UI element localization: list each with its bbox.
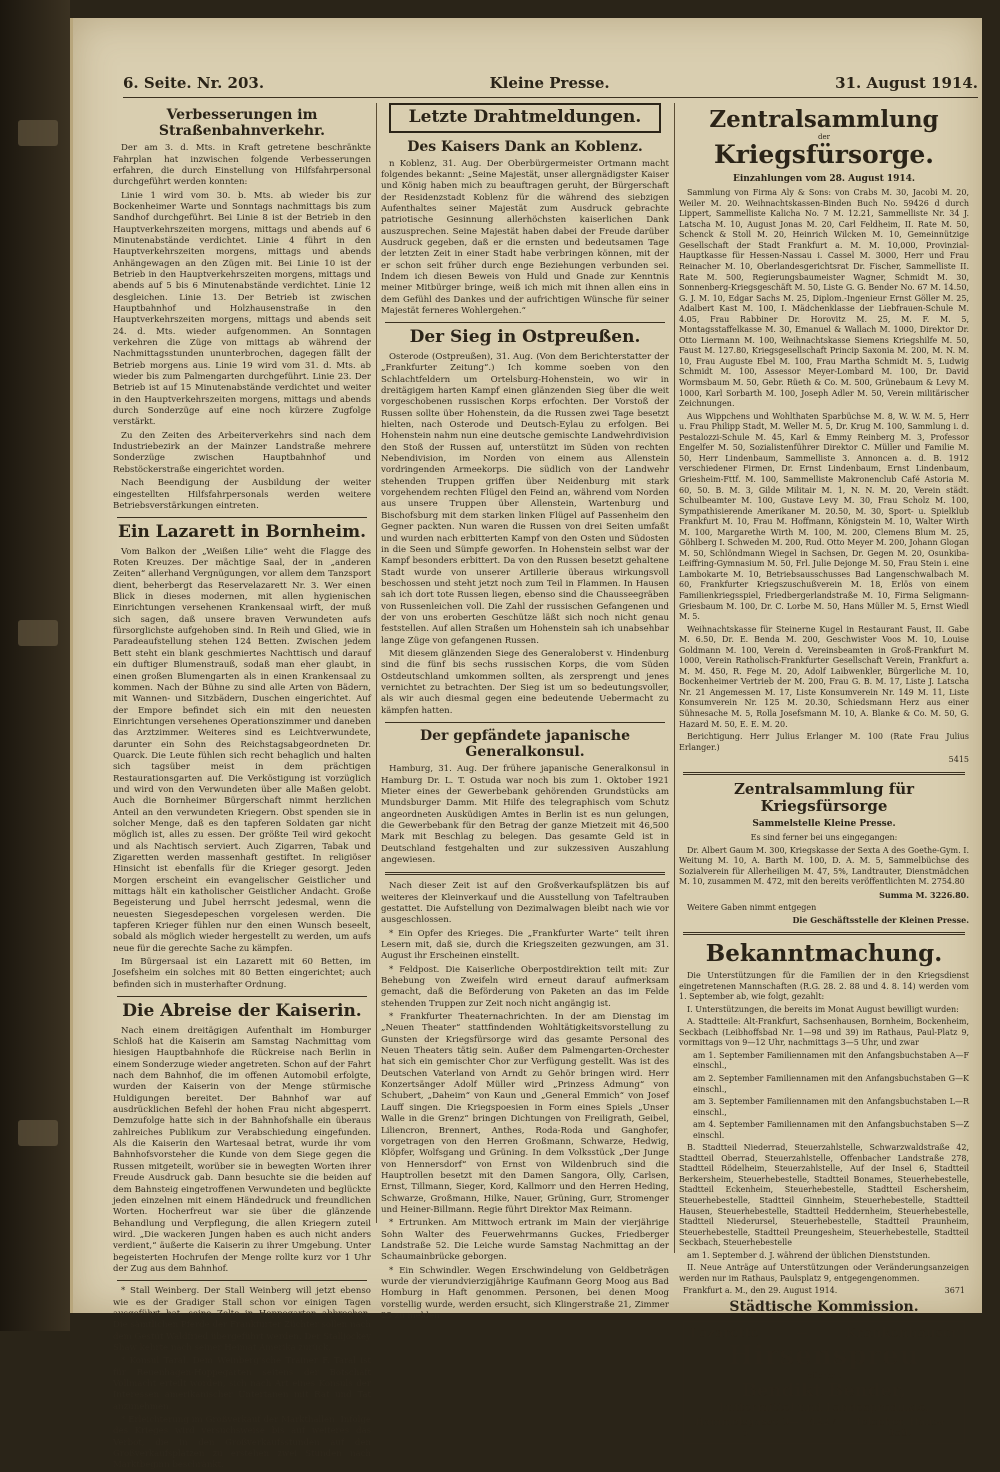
correction-note: Berichtigung. Herr Julius Erlanger M. 100 (Rate Frau Julius Erlanger.) [679,732,969,752]
headline-bekanntmachung: Bekanntmachung. [705,939,943,967]
issue-date: 31. August 1914. [835,73,978,92]
headline-zentralsammlung: Zentralsammlung [709,106,939,133]
subheadline-kleine-presse: Sammelstelle Kleine Presse. [752,819,896,830]
divider [683,772,965,775]
headline-box [389,103,661,133]
notice-date: Frankfurt a. M., den 29. August 1914. [683,1286,838,1296]
divider [385,872,665,875]
notice-number: 3671 [944,1286,965,1296]
news-item: Nach dieser Zeit ist auf den Großverkaufsplätzen bis auf weiteres der Kleinverkauf und die Ausstellung von Tafeltrauben gestattet. Die Aufstellung von Dezimalwagen bleibt nach wie vor ausgeschlossen. [381,881,669,926]
news-item: * Feldpost. Die Kaiserliche Oberpostdirektion teilt mit: Zur Behebung von Zweifeln wird erneut darauf aufmerksam gemacht, daß die Beförderung von Paketen an das im Felde stehenden Truppen zur Zeit noch nicht angängig ist. [381,964,669,1009]
ad-brand: Hirsenspreu [728,1341,920,1372]
column-divider [376,103,377,1223]
column-middle [381,103,669,1321]
page-number: 6. Seite. Nr. 203. [123,73,265,92]
headline-streetcar: Verbesserungen im Straßenbahnverkehr. [158,107,326,140]
advertisement [683,1321,965,1444]
article-paragraph: Osterode (Ostpreußen), 31. Aug. (Von dem Berichterstatter der „Frankfurter Zeitung“.) Ich komme soeben von den Schlachtfeldern um Ortelsburg-Hohenstein, wo wir in dreitägigem harten Kampf einen glänzenden Sieg über die weit vorgeschobenen russischen Korps erfochten. Der Vorstoß der Russen sollte über Hohenstein, da die Russen zwei Tage besetzt hielten, nach Osterode und Deutsch-Eylau zu erfolgen. Bei Hohenstein nahm nun eine deutsche gemischte Landwehrdivision den Stoß der Russen auf, unterstützt im Süden von rechten Nebendivision, im Norden von einem aus Allenstein vordringenden Armeekorps. Die südlich von der Landwehr stehenden Truppen griffen über Neidenburg mit stark vorgehendem rechten Flügel den Feind an, während vom Norden aus unsere Truppen über Allenstein, Wartenburg und Bischofsburg mit dem starken linken Flügel auf Passenheim den Gegner packten. Nun waren die Russen von drei Seiten umfaßt und wurden nach erbitterten Kampf von den Osten und Südosten in die Seen und Sümpfe geworfen. In Hohenstein selbst war der Kampf besonders erbittert. Da von den Russen besetzt gehaltene Stadt wurde von unserer Artillerie überaus wirkungsvoll beschossen und steht jetzt noch zum Teil in Flammen. In Hausen sah ich dort tote Russen liegen, ebenso sind die Chausseegräben von Russenleichen voll. Die Zahl der russischen Gefangenen und der von uns eroberten Geschütze läßt sich noch nicht genau feststellen. Auf allen Straßen um Hohenstein sah ich unabsehbar lange Züge von gefangenen Russen. [381,352,669,646]
article-paragraph: Der am 3. d. Mts. in Kraft getretene beschränkte Fahrplan hat inzwischen folgende Verbesserungen erfahren, die durch Einstellung von Hilfsfahrpersonal durchgeführt werden konnten: [113,143,371,188]
reference-number: 5415 [948,755,969,765]
notice-paragraph: Die Unterstützungen für die Familien der in den Kriegsdienst eingetretenen Mannschaften (R.G. 28. 2. 88 und 4. 8. 14) werden vom 1. September ab, wie folgt, gezahlt: [679,971,969,1002]
headline-kriegsfuersorge: Kriegsfürsorge. [714,140,934,170]
donation-total: Summa M. 3226.80. [879,889,969,900]
news-item: * Stall Weinberg. Der Stall Weinberg will jetzt ebenso wie es der Gradiger Stall schon vor einigen Tagen ausgeführt hat, seine Zelte in Hoppegarten abbrechen. Die sämtlichen Pferde der Frankfurter Züchter sollen nach dem Gestüt Waldfried übergeführt werden. Der Stalljockey Shaw kehrte nach seiner Heimat Amerika zurück. [113,1286,371,1353]
ad-lazarette: Lazarette [690,1326,759,1342]
subheadline-einzahlungen: Einzahlungen vom 28. August 1914. [732,174,916,185]
column-right [679,103,969,1440]
article-paragraph: n Koblenz, 31. Aug. Der Oberbürgermeister Ortmann macht folgendes bekannt: „Seine Majestät, unser allergnädigster Kaiser und König haben mich zu beauftragen geruht, der Bürgerschaft der Residenzstadt Koblenz für die während des siebzigen Aufenthaltes seiner Majestät zum Ausdruck gebrachte patriotische Gesinnung allerhöchsten kaiserlichen Dank auszusprechen. Seine Majestät haben dabei der Freude darüber Ausdruck gegeben, daß er die ernsten und bedeutsamen Tage der letzten Zeit in einer Stadt habe verbringen können, mit der er schon seit früher durch enge Beziehungen verbunden sei. Indem ich diesen Beweis von Huld und Gnade zur Kenntnis meiner Mitbürger bringe, weiß ich mich mit ihnen allen eins in dem Gefühl des Dankes und der aufrichtigen Wünsche für seiner Majestät ferneres Wohlergehen.“ [381,158,669,317]
schedule-item: am 4. September Familiennamen mit den Anfangsbuchstaben S—Z einschl. [693,1120,969,1140]
article-paragraph: Hamburg, 31. Aug. Der frühere japanische Generalkonsul in Hamburg Dr. L. T. Ostuda war noch bis zum 1. Oktober 1921 Mieter eines der Gewerbebank gehörenden Grundstücks am Mundsburger Damm. Mit Hilfe des telegraphisch vom Schutz angeordneten Ausküdigen Amtes in Berlin ist es nun gelungen, die Gewerbebank für den Betrag der ganze Mietzeit mit 46,500 Mark mit Beschlag zu belegen. Das gesamte Geld ist in Deutschland festgehalten und zur sukzessiven Auszahlung angewiesen. [381,764,669,865]
payment-schedule [679,1051,969,1141]
headline-kaiserin: Die Abreise der Kaiserin. [122,1001,362,1022]
news-item: * Erleichterung im Großverkauf der Markthallen. Infolge des Krieges wird versuchsweise bis auf weiteres das Verbot, die in den Großverkaufsstunden auf den Großverkaufsplätzen zu erstehen zwei Stunden nach Marktbeginn beschränkt. [113,1415,371,1471]
notice-paragraph: I. Unterstützungen, die bereits im Monat August bewilligt wurden: [687,1004,959,1014]
headline-sammelstelle: Zentralsammlung für Kriegsfürsorge [733,779,915,815]
received-note: Es sind ferner bei uns eingegangen: [750,833,898,843]
binding-tab [18,620,58,646]
divider [117,996,367,997]
news-item: * Frankfurter Theaternachrichten. In der am Dienstag im „Neuen Theater“ stattfindenden Wohltätigkeitsvorstellung zu Gunsten der Kriegsfürsorge wird das gesamte Personal des Neuen Theaters tätig sein. Außer dem Palmengarten-Orchester hat sich ein gemischter Chor zur Verfügung gestellt. Was ist des Deutschen Vaterland von Arndt zu Gehör bringen wird. Herr Konzertsänger Adolf Müller wird „Prinzess Admung“ von Schubert, „Daheim“ von Kaun und „General Emmich“ von Josef Lauff singen. Die Kriegspoesien in Form eines Spiels „Unser Walle in die Grenz“ bringen Dichtungen von Freiligrath, Geibel, Liliencron, Brennert, Anthes, Roda-Roda und Ganghofer, vorgetragen von den Herren Großmann, Schwarze, Hedwig, Klöpfer, Wolfsgang und Grüning. In dem Volksstück „Der Junge von Hennersdorf“ von Ernst von Wildenbruch sind die Hauptrollen besetzt mit den Damen Sangora, Olly, Carlsen, Ernst, Tillmann, Sieger, Kord, Kallmorr und den Herren Heding, Schwarze, Großmann, Hilke, Nauer, Grüning, Gurr, Stromenger und Heiner-Billmann. Regie führt Direktor Max Reimann. [381,1012,669,1215]
article-paragraph: Zu den Zeiten des Arbeiterverkehrs sind nach dem Industriebezirk an der Mainzer Landstraße mehrere Sonderzüge zwischen Hauptbahnhof und Rebstöckerstraße eingerichtet worden. [113,430,371,475]
news-item: * Konsul Taral. Dem Weinberg'sche Trainer F. Taral ist für Reuenhagen-Hoppegarten seitens der Botschaft Vollmacht erteilt worden, sich nach Art eines Konsuls der Interessen amerikanischer Untertanen mit Rat und Tat anzunehmen. [113,1356,371,1412]
news-item: * Ertrunken. Am Mittwoch ertrank im Main der vierjährige Sohn Walter des Feuerwehrmanns Guckes, Friedberger Landstraße 52. Die Leiche wurde Samstag Nachmittag an der Schaumainbrücke geborgen. [381,1218,669,1263]
article-paragraph: Vom Balkon der „Weißen Lilie“ weht die Flagge des Roten Kreuzes. Der mächtige Saal, der in „anderen Zeiten“ allerhand Vergnügungen, vor allem dem Tanzsport dient, beherbergt das Reservelazarett Nr. 3. Wer einen Blick in dieses modernen, mit allen hygienischen Einrichtungen versehenen Krankensaal wirft, der muß sich sagen, daß unsere braven Verwundeten aufs fürsorglichste aufgehoben sind. In Reih und Glied, wie in Paradeaufstellung stehen 124 Betten. Zwischen jedem Bett steht ein blank geschmiertes Nachttisch und darauf ein duftiger Blumenstrauß, sodaß man eher glaubt, in einen großen Blumengarten als in einen Krankensaal zu kommen. Nach der Bühne zu sind alle Arten von Bädern, mit Wannen- und Sitzbädern, Duschen eingerichtet. Auf der Empore befindet sich ein mit den neuesten Einrichtungen versehenes Operationszimmer und daneben das Arztzimmer. Weiteres sind es Leichtverwundete, darunter ein Sohn des Reichstagsabgeordneten Dr. Quarck. Die Leute fühlen sich recht behaglich und halten sich tagsüber meist in dem prächtigen Restaurationsgarten auf. Die Verköstigung ist vorzüglich und wird von den Verwundeten über alle Maßen gelobt. Auch die Bornheimer Bürgerschaft nimmt herzlichen Anteil an den verwundeten Kriegern. Obst spenden sie in solcher Menge, daß es den tapferen Soldaten gar nicht möglich ist, alles zu essen. Der größte Teil wird gekocht und als Nachtisch serviert. Auch Zigarren, Tabak und Zigaretten werden massenhaft gestiftet. In religiöser Hinsicht ist ebenfalls für die Krieger gesorgt. Jeden Morgen erscheint ein evangelischer Geistlicher und mittags hält ein katholischer Geistlicher Andacht. Große Begeisterung und Jubel herrscht jedesmal, wenn die neuesten Siegesdepeschen vorgelesen werden. Die tapferen Krieger fühlen nur den einen Wunsch beseelt, sobald als möglich wieder hergestellt zu werden, um aufs neue für die gerechte Sache zu kämpfen. [113,546,371,954]
schedule-item: am 2. September Familiennamen mit den Anfangsbuchstaben G—K einschl., [693,1073,969,1094]
collection-note: Weitere Gaben nimmt entgegen [687,902,817,912]
binding-tab [18,120,58,146]
newspaper-name: Kleine Presse. [489,73,610,92]
article-paragraph: Nach einem dreitägigen Aufenthalt im Homburger Schloß hat die Kaiserin am Samstag Nachmittag vom hiesigen Hauptbahnhofe die Rückreise nach Berlin in einem Sonderzuge wieder angetreten. Schon auf der Fahrt nach dem Bahnhof, die im offenen Automobil erfolgte, wurden der Kaiserin von der Menge stürmische Huldigungen bereitet. Der Bahnhof war auf ausdrücklichen Befehl der hohen Frau nicht abgesperrt. Demzufolge hatte sich in der Bahnhofshalle ein überaus zahlreiches Publikum zur Verabschiedung eingefunden. Als die Kaiserin den Wartesaal betrat, wurde ihr vom Bahnhofsvorsteher die Kunde von dem Siege gegen die Russen mitgeteilt, worüber sie in bewegten Worten ihrer Freude Ausdruck gab. Dann besuchte sie die beiden auf dem Bahnsteig eingetroffenen Verwundeten und beglückte jeden einzelnen mit einem Händedruck und freundlichen Worten. Hocherfreut war sie über die glänzende Behandlung und Verpflegung, die allen Kriegern zuteil wird. „Die wackeren Jungen haben es auch nicht anders verdient,“ äußerte die Kaiserin zu ihrer Umgebung. Unter begeisterten Hochrufen der Menge rollte kurz vor 1 Uhr der Zug aus dem Bahnhof. [113,1025,371,1274]
article-paragraph: Im Bürgersaal ist ein Lazarett mit 60 Betten, im Josefsheim ein solches mit 80 Betten eingerichtet; auch befinden sich in musterhafter Ordnung. [113,957,371,990]
ad-offer: offeriert [807,1371,841,1381]
ad-contact [690,1417,958,1439]
ad-code: [4227] [803,1417,842,1429]
ad-topline [690,1326,958,1341]
donation-list: Aus Wippchens und Wohlthaten Sparbüchse M. 8, W. W. M. 5, Herr u. Frau Philipp Stadt, M. Weller M. 5, Dr. Krug M. 100, Sammlung i. d. Pestalozzi-Schule M. 45, Karl & Emmy Reinberg M. 3, Professor Engelfer M. 50, Sozialistenführer Direktor C. Müller und Familie M. 50, Herr Lindenbaum, Sammelliste 3. Annoncen a. d. B. 1912 verschiedener Firmen, Dr. Ernst Lindenbaum, Ernst Lindenbaum, Griesheim-Fttf. M. 100, Sammelliste Makronenclub Café Astoria M. 60, 50. B. M. 3, Gilde Militair M. 1, N. N. M. 20, Verein städt. Schulbeamter M. 100, Gustave Levy M. 30, Frau Scholz M. 100, Sympathisierende Amerikaner M. 20.50, M. 30, Sport- u. Spielklub Frankfurt M. 10, Frau M. Hoffmann, Königstein M. 10, Walter Wirth M. 100, Margarethe Wirth M. 100, M. 200, Clemens Blum M. 25, Göhlberg I. Schweden M. 200, Rud. Otto Meyer M. 200, Johann Glogan M. 50, Schlöndmann Wiegel in Sachsen, Dr. Gegen M. 20, Osunkiba-Leiffring-Gymnasium M. 50, Frl. Julie Dejonge M. 50, Frau Stein i. eine Lambokarte M. 10, Betriebsausschusses Bad Langenschwalbach M. 60, Frankfurter Kriegszuschußverein M. 18, Erlös von einem Familienkriegsspiel, Friedbergerlandstraße M. 10, Firma Seligmann-Griesbaum M. 100, Dr. C. Lorbe M. 50, Hans Müller M. 5, Ernst Wiedl M. 5. [679,411,969,622]
page-header [123,68,978,98]
notice-paragraph: am 1. September d. J. während der üblichen Dienststunden. [687,1250,931,1260]
article-paragraph: Mit diesem glänzenden Siege des Generaloberst v. Hindenburg sind die fünf bis sechs russischen Korps, die vom Süden Ostdeutschland umkommen sollten, als zersprengt und jenes vernichtet zu betrachten. Der Sieg ist um so bedeutungsvoller, als wir auch diesmal gegen eine bedeutende Uebermacht zu kämpfen hatten. [381,648,669,716]
ad-telephone: Telephon Hansa 959. [854,1417,945,1440]
headline-drahtmeldungen: Letzte Drahtmeldungen. [408,107,642,127]
ad-separator: — [795,1326,809,1342]
news-item: * Ein Opfer des Krieges. Die „Frankfurter Warte“ teilt ihren Lesern mit, daß sie, durch die Kriegszeiten gezwungen, am 31. August ihr Erscheinen einstellt. [381,928,669,962]
divider [117,517,367,518]
article-paragraph: Nach Beendigung der Ausbildung der weiter eingestellten Hilfsfahrpersonals werden weitere Betriebsverstärkungen eintreten. [113,478,371,511]
donation-list: Dr. Albert Gaum M. 300, Kriegskasse der Sexta A des Goethe-Gym. I. Weitung M. 10, A. Barth M. 100, D. A. M. 5, Sammelbüchse des Sozialverein für Allerheiligen M. 47, 5%, Landtrauter, Dienstmädchen M. 10, zusammen M. 472, mit den bereits veröffentlichten M. 2754.80 [679,845,969,887]
divider [385,322,665,323]
ad-company: Bendikt Bender, [741,1380,907,1402]
ad-address: Hammelsgasse 3—5. [694,1417,800,1440]
notice-paragraph: A. Stadtteile: Alt-Frankfurt, Sachsenhausen, Bornheim, Bockenheim, Seckbach (Leibhoffsbad Nr. 1—98 und 39) im Rathaus, Paul-Platz 9, vormittags von 9—12 Uhr, nachmittags 3—5 Uhr, und zwar [679,1017,969,1048]
divider [385,722,665,723]
notice-paragraph: II. Neue Anträge auf Unterstützungen oder Veränderungsanzeigen werden nur im Rathaus, Paulsplatz 9, entgegengenommen. [679,1263,969,1283]
schedule-item: am 3. September Familiennamen mit den Anfangsbuchstaben L—R einschl., [693,1097,969,1117]
divider [117,1280,367,1281]
office-signature: Die Geschäftsstelle der Kleinen Presse. [792,915,969,926]
headline-ostpreussen: Der Sieg in Ostpreußen. [409,327,641,348]
divider [683,932,965,935]
ad-krankenhaeuser: Krankenhäuser [845,1326,958,1342]
notice-paragraph: B. Stadtteil Niederrad, Steuerzahlstelle, Schwarzwaldstraße 42, Stadtteil Oberrad, Steuerzahlstelle, Offenbacher Landstraße 278, Stadtteil Rödelheim, Steuerzahlstelle, Auf der Insel 6, Stadtteil Berkersheim, Steuerhebestelle, Stadtteil Bonames, Steuerhebestelle, Stadtteil Eckenheim, Steuerhebestelle, Stadtteil Eschersheim, Steuerhebestelle, Stadtteil Ginnheim, Steuerhebestelle, Stadtteil Hausen, Steuerhebestelle, Stadtteil Heddernheim, Steuerhebestelle, Stadtteil Niederursel, Steuerhebestelle, Stadtteil Praunheim, Steuerhebestelle, Stadtteil Preungesheim, Steuerhebestelle, Stadtteil Seckbach, Steuerhebestelle [679,1143,969,1248]
schedule-item: am 1. September Familiennamen mit den Anfangsbuchstaben A—F einschl., [693,1050,969,1071]
headline-koblenz: Des Kaisers Dank an Koblenz. [407,138,643,155]
donation-list: Sammlung von Firma Aly & Sons: von Crabs M. 30, Jacobi M. 20, Weiler M. 20. Weihnachtskassen-Binden Buch No. 59426 d durch Lippert, Sammelliste Kalicha No. 7 M. 12.21, Sammelliste Nr. 34 J. Latscha M. 10, August Jonas M. 20, Carl Feldheim, II. Rate M. 50, Schenck & Stoll M. 20, Heinrich Wilcken M. 10, Gemeinnützige Gesellschaft der Stadt Frankfurt a. M. M. 10,000, Provinzial-Hauptkasse für Hessen-Nassau i. Cassel M. 3000, Herr und Frau Reinacher M. 10, Oberlandesgerichtsrat Dr. Fischer, Sammelliste II. Rate M. 500, Regierungsbaumeister Wagner, Schmidt M. 30, Sonnenberg-Kriegsgeschäft M. 50, Liste G. G. Bender No. 67 M. 14.50, G. J. M. 10, Edgar Sachs M. 25, Diplom.-Ingenieur Ernst Göller M. 25, Adalbert Kast M. 100, I. Mädchenklasse der Liebfrauen-Schule M. 4.05, Frau Rabbiner Dr. Horovitz M. 25, M. F. M. 5, Montagsstaffelkasse M. 30, Emanuel & Wallach M. 1000, Direktor Dr. Otto Liermann M. 100, Weihnachtskasse Siemens Kriegshilfe M. 50, Faust M. 127.80, Kriegsgesellschaft Princip Saxonia M. 200, M. N. M. 10, Frau Auguste Ebel M. 100, Frau Martha Schmidt M. 5, Ludwig Schmidt M. 100, Assessor Meyer-Lombard M. 100, Dr. David Wormsbaum M. 50, Gebr. Rüeth & Co. M. 500, Grünebaum & Levy M. 1000, Karl Sorbarth M. 100, Joseph Adler M. 50, Verein militärischer Zeichnungen. [679,188,969,409]
ad-business: Futtermittel und Landesprodukte, [718,1401,930,1415]
news-item: * Ein Schwindler. Wegen Erschwindelung von Geldbeträgen wurde der vierundvierzigjährige Kaufmann Georg Moog aus Bad Homburg in Haft genommen. Personen, bei denen Moog vorstellig wurde, werden ersucht, sich Klingerstraße 21, Zimmer 25 zu melden. [381,1265,669,1321]
book-spine [0,0,70,1331]
column-divider [674,103,675,1253]
notice-signature: Städtische Kommission. [729,1299,919,1316]
headline-connector: der [818,133,830,142]
newspaper-page [70,18,982,1471]
notice-footer [683,1286,965,1295]
article-paragraph: Linie 1 wird vom 30. b. Mts. ab wieder bis zur Bockenheimer Warte und Sonntags nachmittags bis zum Sandhof durchgeführt. Bei Linie 8 ist der Betrieb in den Hauptverkehrszeiten morgens, mittags und abends auf 6 Minutenabstände verdichtet. Linie 4 führt in den Hauptverkehrszeiten morgens, mittags und abends Anhängewagen an den Zügen mit. Bei Linie 10 ist der Betrieb in den Hauptverkehrszeiten morgens, mittags und abends auf 5 bis 6 Minutenabstände verdichtet. Linie 12 desgleichen. Linie 13. Der Betrieb ist zwischen Hauptbahnhof und Holzhausenstraße in den Hauptverkehrszeiten morgens, mittags und abends seit 24. d. Mts. wieder aufgenommen. An Sonntagen verkehren die Züge von mittags ab während der Nachmittagsstunden ununterbrochen, dagegen fällt der Betrieb morgens aus. Linie 19 wird vom 31. d. Mts. ab wieder bis zum Palmengarten durchgeführt. Linie 23. Der Betrieb ist auf 15 Minutenabstände verdichtet und weiter in den Hauptverkehrszeiten morgens, mittags und abends durch Sonderzüge auf eine noch kürzere Zugfolge verstärkt. [113,190,371,428]
headline-lazarett: Ein Lazarett in Bornheim. [117,522,367,543]
binding-tab [18,1120,58,1146]
donation-list: Weihnachtskasse für Steinerne Kugel in Restaurant Faust, II. Gabe M. 6.50, Dr. E. Benda M. 200, Geschwister Voos M. 10, Louise Goldmann M. 100, Verein d. Vereinsbeamten in Groß-Frankfurt M. 1000, Verein Ratholisch-Frankfurter Gesellschaft Verein, Frankfurt a. M. M. 450, R. Fege M. 20, Adolf Laibwenkler, Bürgerliche M. 10, Bockenheimer Vertrieb der M. 200, Frau G. B. M. 17, Liste J. Latscha Nr. 21 Angemessen M. 17, Liste Konsumverein Nr. 149 M. 11, Liste Konsumverein Nr. 125 M. 20.30, Schiedsmann Herz aus einer Sühnesache M. 5, Rolla Josefsmann M. 10, A. Blanke & Co. M. 50, G. Hazard M. 50, E. E. M. 20. [679,624,969,729]
column-left [113,103,371,1471]
headline-generalkonsul: Der gepfändete japanische Generalkonsul. [420,728,630,761]
